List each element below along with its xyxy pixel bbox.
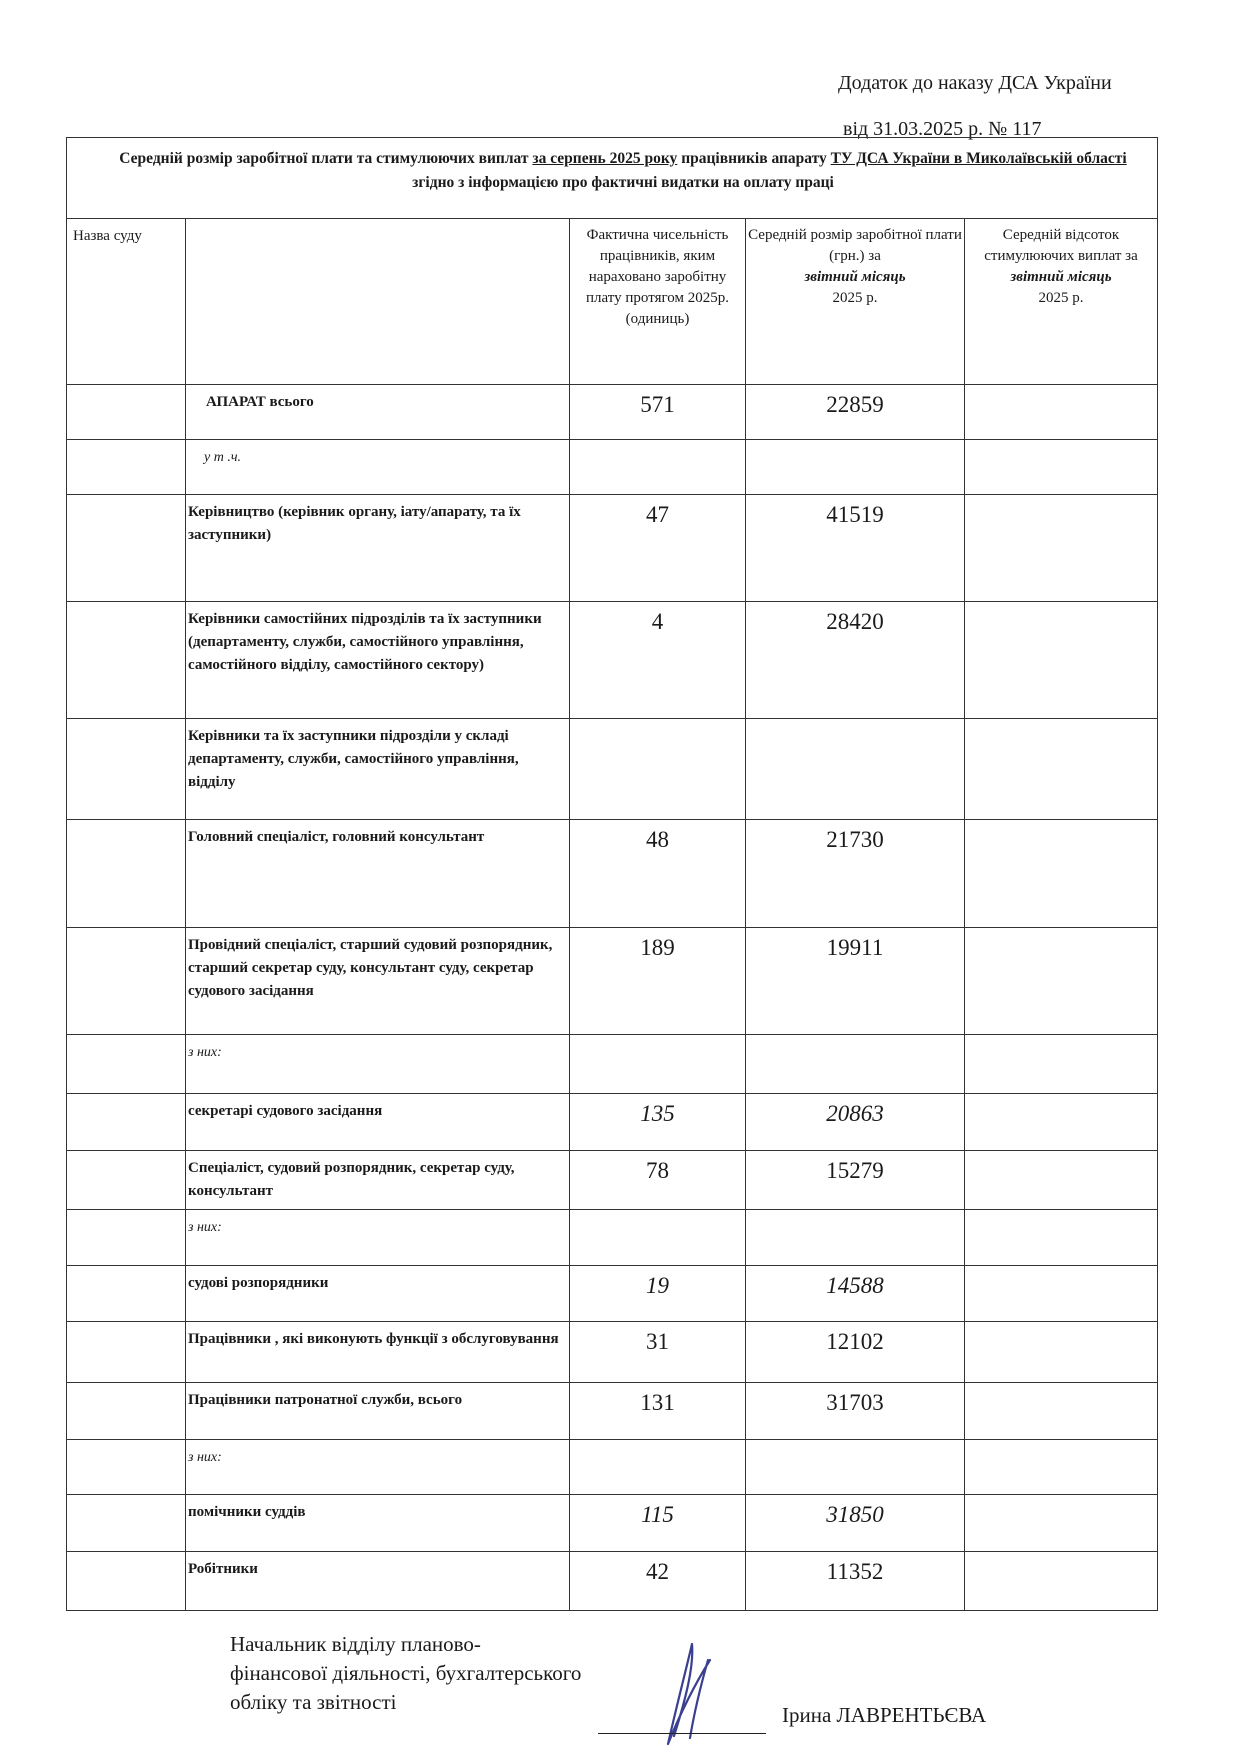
row-salary: 21730 xyxy=(746,820,965,928)
row-label: Провідний спеціаліст, старший судовий розпорядник, старший секретар суду, консультант суду, секретар судового засідання xyxy=(186,928,570,1035)
salary-table xyxy=(66,137,1158,1611)
row-salary: 31703 xyxy=(746,1383,965,1440)
col-header-headcount: Фактична чисельність працівників, яким нараховано заробітну плату протягом 2025р.(одиниць) xyxy=(570,219,746,385)
row-label: секретарі судового засідання xyxy=(186,1094,570,1151)
signatory-position xyxy=(230,1630,581,1717)
table-row xyxy=(67,385,1158,440)
table-row xyxy=(67,1495,1158,1552)
row-label: Працівники , які виконують функції з обслуговування xyxy=(186,1322,570,1383)
row-bonus xyxy=(965,1266,1158,1322)
row-salary: 12102 xyxy=(746,1322,965,1383)
row-salary xyxy=(746,719,965,820)
table-row xyxy=(67,928,1158,1035)
row-salary: 20863 xyxy=(746,1094,965,1151)
title-part1: Середній розмір заробітної плати та стимулюючих виплат xyxy=(119,150,533,167)
row-salary: 14588 xyxy=(746,1266,965,1322)
row-label: з них: xyxy=(186,1035,570,1094)
row-bonus xyxy=(965,719,1158,820)
position-line-2: фінансової діяльності, бухгалтерського xyxy=(230,1661,582,1685)
position-line-3: обліку та звітності xyxy=(230,1690,397,1714)
row-headcount: 78 xyxy=(570,1151,746,1210)
salary-year: 2025 р. xyxy=(832,290,878,306)
col-header-blank xyxy=(186,219,570,385)
row-headcount: 115 xyxy=(570,1495,746,1552)
row-label: з них: xyxy=(186,1210,570,1266)
table-row xyxy=(67,820,1158,928)
row-bonus xyxy=(965,1210,1158,1266)
row-label: Працівники патронатної служби, всього xyxy=(186,1383,570,1440)
signer-name: Ірина ЛАВРЕНТЬЄВА xyxy=(782,1703,987,1727)
row-bonus xyxy=(965,1552,1158,1611)
row-label: у т .ч. xyxy=(186,440,570,495)
row-label: Керівники та їх заступники підрозділи у складі департаменту, служби, самостійного управління, відділу xyxy=(186,719,570,820)
table-row xyxy=(67,1210,1158,1266)
row-headcount: 48 xyxy=(570,820,746,928)
row-salary: 22859 xyxy=(746,385,965,440)
table-row xyxy=(67,1322,1158,1383)
row-salary: 28420 xyxy=(746,602,965,719)
row-headcount xyxy=(570,1440,746,1495)
signature-line xyxy=(598,1733,766,1734)
row-label: Керівництво (керівник органу, іату/апарату, та їх заступники) xyxy=(186,495,570,602)
row-headcount: 131 xyxy=(570,1383,746,1440)
row-headcount: 47 xyxy=(570,495,746,602)
order-reference: від 31.03.2025 р. № 117 xyxy=(843,118,1042,140)
bonus-month: звітний місяць xyxy=(1010,269,1112,285)
row-label: Керівники самостійних підрозділів та їх заступники (департаменту, служби, самостійного управління, самостійного відділу, самостійного сектору) xyxy=(186,602,570,719)
row-label: АПАРАТ всього xyxy=(186,385,570,440)
salary-month: звітний місяць xyxy=(804,269,906,285)
table-row xyxy=(67,1266,1158,1322)
row-headcount xyxy=(570,440,746,495)
row-label: Спеціаліст, судовий розпорядник, секретар суду, консультант xyxy=(186,1151,570,1210)
col-header-court-name: Назва суду xyxy=(67,219,186,385)
row-salary xyxy=(746,1210,965,1266)
row-bonus xyxy=(965,385,1158,440)
row-bonus xyxy=(965,1035,1158,1094)
row-headcount: 42 xyxy=(570,1552,746,1611)
row-bonus xyxy=(965,602,1158,719)
row-bonus xyxy=(965,1440,1158,1495)
title-part2: працівників апарату xyxy=(677,150,831,167)
title-period: за серпень 2025 року xyxy=(532,150,678,167)
title-part3: згідно з інформацією про фактичні видатки на оплату праці xyxy=(412,174,834,191)
table-title xyxy=(67,138,1158,219)
row-salary xyxy=(746,1035,965,1094)
row-salary: 15279 xyxy=(746,1151,965,1210)
col-header-avg-bonus xyxy=(965,219,1158,385)
row-bonus xyxy=(965,1094,1158,1151)
row-headcount: 31 xyxy=(570,1322,746,1383)
row-headcount xyxy=(570,719,746,820)
salary-prefix: Середній розмір заробітної плати (грн.) за xyxy=(748,227,962,264)
row-headcount: 135 xyxy=(570,1094,746,1151)
row-headcount: 571 xyxy=(570,385,746,440)
row-label: помічники суддів xyxy=(186,1495,570,1552)
row-salary xyxy=(746,1440,965,1495)
table-row xyxy=(67,1440,1158,1495)
table-row xyxy=(67,1383,1158,1440)
table-row xyxy=(67,1552,1158,1611)
table-row xyxy=(67,1035,1158,1094)
bonus-prefix: Середній відсоток стимулюючих виплат за xyxy=(984,227,1138,264)
bonus-year: 2025 р. xyxy=(1038,290,1084,306)
row-bonus xyxy=(965,1322,1158,1383)
row-headcount: 4 xyxy=(570,602,746,719)
row-salary: 11352 xyxy=(746,1552,965,1611)
row-label: Головний спеціаліст, головний консультант xyxy=(186,820,570,928)
row-label: Робітники xyxy=(186,1552,570,1611)
table-row xyxy=(67,719,1158,820)
row-headcount xyxy=(570,1210,746,1266)
row-headcount xyxy=(570,1035,746,1094)
row-bonus xyxy=(965,1495,1158,1552)
row-salary: 31850 xyxy=(746,1495,965,1552)
title-org: ТУ ДСА України в Миколаївській області xyxy=(830,150,1127,167)
appendix-header: Додаток до наказу ДСА України xyxy=(838,72,1112,94)
table-row xyxy=(67,495,1158,602)
row-bonus xyxy=(965,928,1158,1035)
row-salary: 19911 xyxy=(746,928,965,1035)
table-row xyxy=(67,1151,1158,1210)
row-bonus xyxy=(965,1383,1158,1440)
row-bonus xyxy=(965,820,1158,928)
row-bonus xyxy=(965,1151,1158,1210)
row-bonus xyxy=(965,440,1158,495)
row-salary: 41519 xyxy=(746,495,965,602)
row-label: з них: xyxy=(186,1440,570,1495)
row-label: судові розпорядники xyxy=(186,1266,570,1322)
row-salary xyxy=(746,440,965,495)
table-row xyxy=(67,602,1158,719)
row-headcount: 19 xyxy=(570,1266,746,1322)
table-row xyxy=(67,440,1158,495)
row-bonus xyxy=(965,495,1158,602)
col-header-avg-salary xyxy=(746,219,965,385)
table-row xyxy=(67,1094,1158,1151)
position-line-1: Начальник відділу планово- xyxy=(230,1632,481,1656)
row-headcount: 189 xyxy=(570,928,746,1035)
